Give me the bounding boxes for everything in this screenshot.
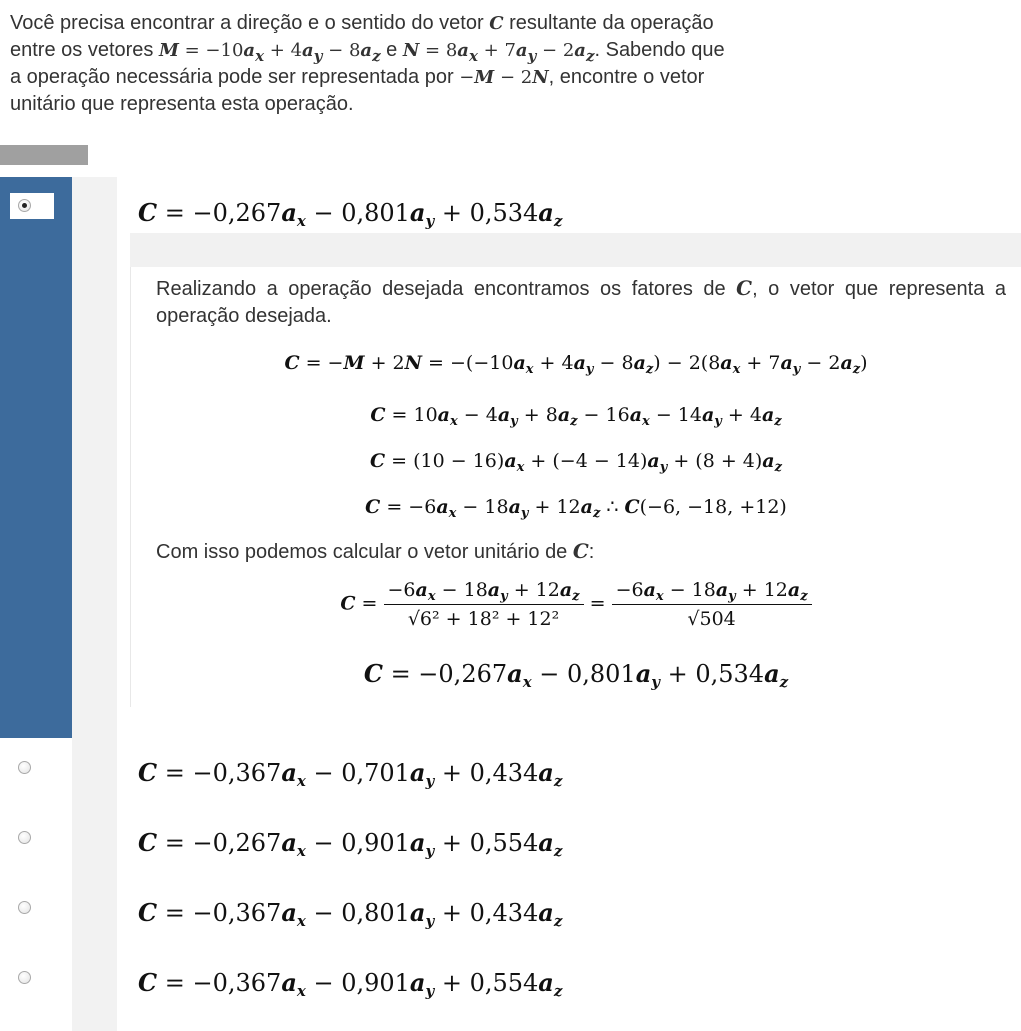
radio-icon[interactable] bbox=[18, 831, 31, 844]
radio-icon[interactable] bbox=[18, 971, 31, 984]
operation-expression: −M − 2N bbox=[459, 67, 549, 88]
equation-4: $C = -6a_x - 18a_y + 12a_z$ ∴ C(−6, −18, +12) bbox=[365, 496, 787, 521]
equation-3: $C = (10 - 16)a_x + (-4 - 14)a_y + (8 + 4)a_z$ bbox=[370, 450, 782, 475]
option-4-radio[interactable] bbox=[10, 895, 54, 921]
feedback-intro: Realizando a operação desejada encontramos os fatores de C, o vetor que representa a operação desejada. bbox=[156, 276, 1006, 327]
option-5-label[interactable]: $C = -0,367a_x - 0,901a_y + 0,554a_z$ bbox=[138, 968, 563, 1000]
answer-gutter bbox=[72, 177, 117, 1031]
equation-2: $C = 10a_x - 4a_y + 8a_z - 16a_x - 14a_y + 4a_z$ bbox=[370, 404, 782, 429]
option-1-radio[interactable] bbox=[10, 193, 54, 219]
option-2-label[interactable]: $C = -0,367a_x - 0,701a_y + 0,434a_z$ bbox=[138, 758, 563, 790]
progress-bar bbox=[0, 145, 88, 165]
final-result: $C = -0,267a_x - 0,801a_y + 0,534a_z$ bbox=[363, 659, 789, 691]
option-2-radio[interactable] bbox=[10, 755, 54, 781]
vector-m-expression: $M = -10a_x + 4a_y - 8a_z$ bbox=[158, 40, 381, 65]
vector-n-expression: $N = 8a_x + 7a_y - 2a_z$ bbox=[402, 40, 595, 65]
question-text: Você precisa encontrar a direção e o sentido do vetor C resultante da operação entre os vetores $M = -10a_x + 4a_y - 8a_z$ e $N = 8a_x + 7a_y - 2a_z$. Sabendo que a operação necessária pode ser representada por −M − 2N, encontre o vetor unitário que representa esta operação. bbox=[10, 12, 725, 115]
option-5-radio[interactable] bbox=[10, 965, 54, 991]
option-4-label[interactable]: $C = -0,367a_x - 0,801a_y + 0,434a_z$ bbox=[138, 898, 563, 930]
equation-1: $C = -M + 2N = -(-10a_x + 4a_y - 8a_z) - 2(8a_x + 7a_y - 2a_z)$ bbox=[284, 352, 868, 377]
unit-vector-fraction: C = $\frac{-6a_x - 18a_y + 12a_z}{\text{√6² + 18² + 12²}}$ = $\frac{-6a_x - 18a_y + 12a_z}{√504}$ bbox=[131, 579, 1021, 630]
radio-icon[interactable] bbox=[18, 761, 31, 774]
feedback-header bbox=[130, 233, 1021, 267]
selected-answer-highlight bbox=[0, 177, 72, 738]
option-3-label[interactable]: $C = -0,267a_x - 0,901a_y + 0,554a_z$ bbox=[138, 828, 563, 860]
unit-vector-text: Com isso podemos calcular o vetor unitário de C: bbox=[156, 539, 595, 563]
radio-icon[interactable] bbox=[18, 901, 31, 914]
feedback-panel bbox=[130, 267, 1021, 707]
radio-selected-icon[interactable] bbox=[18, 199, 31, 212]
option-1-label[interactable]: $C = -0,267a_x - 0,801a_y + 0,534a_z$ bbox=[138, 198, 563, 230]
option-3-radio[interactable] bbox=[10, 825, 54, 851]
